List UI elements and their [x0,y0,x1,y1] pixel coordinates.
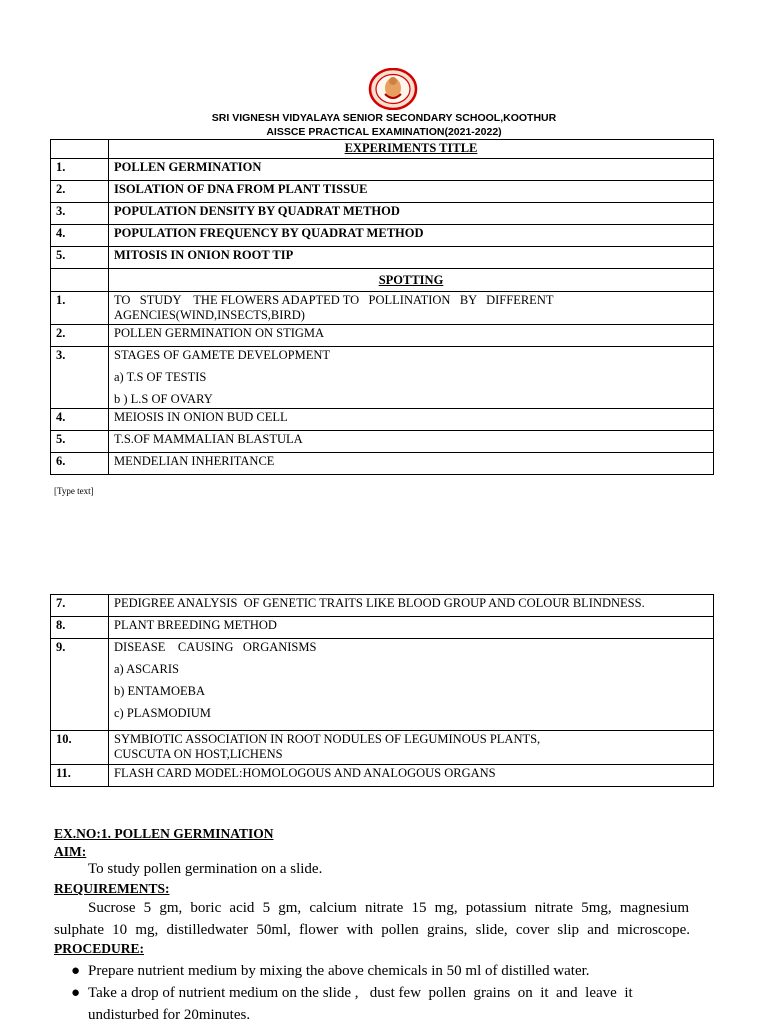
experiment-name: POPULATION DENSITY BY QUADRAT METHOD [109,203,714,225]
experiment-heading: EX.NO:1. POLLEN GERMINATION [54,826,274,841]
sub-item: b ) L.S OF OVARY [114,392,213,406]
row-number: 7. [51,595,109,617]
spotting-title: SPOTTING [109,269,714,292]
spotting-item-line: CUSCUTA ON HOST,LICHENS [114,747,283,761]
row-number: 6. [51,453,109,475]
sub-item: c) PLASMODIUM [114,706,211,720]
requirements-line: sulphate 10 mg, distilledwater 50ml, flower with pollen grains, slide, cover slip and microscope. [54,922,690,938]
procedure-step [54,982,726,1026]
experiment-name: MITOSIS IN ONION ROOT TIP [109,247,714,269]
spotting-item [109,731,714,765]
spotting-item-line: SYMBIOTIC ASSOCIATION IN ROOT NODULES OF LEGUMINOUS PLANTS, [114,732,541,746]
experiment-row [51,203,714,225]
exam-title: AISSCE PRACTICAL EXAMINATION(2021-2022) [266,126,502,138]
row-number: 1. [51,292,109,325]
sub-item: a) T.S OF TESTIS [114,370,207,384]
spotting-item [109,292,714,325]
row-number: 4. [51,225,109,247]
spotting-item-line: TO STUDY THE FLOWERS ADAPTED TO POLLINATION BY DIFFERENT [114,293,554,307]
row-number: 5. [51,247,109,269]
spotting-item-line: DISEASE CAUSING ORGANISMS [114,640,317,654]
procedure-step [54,960,726,982]
spotting-row [51,731,714,765]
spotting-item [109,347,714,409]
spotting-item: POLLEN GERMINATION ON STIGMA [109,325,714,347]
spotting-item-line: AGENCIES(WIND,INSECTS,BIRD) [114,308,305,322]
row-number: 1. [51,159,109,181]
spotting-row [51,639,714,731]
experiment-row [51,181,714,203]
procedure-label: PROCEDURE: [54,941,144,956]
spotting-row [51,765,714,787]
procedure-steps [54,960,726,1026]
row-number: 3. [51,203,109,225]
spotting-item: T.S.OF MAMMALIAN BLASTULA [109,431,714,453]
row-number: 4. [51,409,109,431]
spotting-item: PLANT BREEDING METHOD [109,617,714,639]
spotting-row [51,347,714,409]
spotting-row [51,431,714,453]
spotting-row [51,617,714,639]
spotting-item: MEIOSIS IN ONION BUD CELL [109,409,714,431]
spotting-table-continued [50,594,714,787]
experiments-table [50,139,714,475]
experiment-row [51,225,714,247]
school-name: SRI VIGNESH VIDYALAYA SENIOR SECONDARY SCHOOL,KOOTHUR [211,112,557,124]
sub-item: b) ENTAMOEBA [114,684,206,698]
row-number: 11. [51,765,109,787]
row-number: 2. [51,181,109,203]
type-text-placeholder: [Type text] [54,486,94,496]
spotting-item: FLASH CARD MODEL:HOMOLOGOUS AND ANALOGOUS ORGANS [109,765,714,787]
procedure-step-line: undisturbed for 20minutes. [88,1007,251,1023]
bullet-icon: ● [71,985,81,1001]
requirements-line: Sucrose 5 gm, boric acid 5 gm, calcium nitrate 15 mg, potassium nitrate 5mg, magnesium [88,900,689,916]
spotting-row [51,595,714,617]
bullet-icon: ● [71,963,81,979]
school-logo [368,68,418,110]
experiment-name: ISOLATION OF DNA FROM PLANT TISSUE [109,181,714,203]
experiment-row [51,247,714,269]
experiments-title: EXPERIMENTS TITLE [109,140,714,159]
experiment-name: POLLEN GERMINATION [109,159,714,181]
row-number: 3. [51,347,109,409]
experiment-row [51,159,714,181]
aim-text: To study pollen germination on a slide. [88,861,323,877]
procedure-step-line: Take a drop of nutrient medium on the slide , dust few pollen grains on it and leave it [88,985,633,1001]
experiment-name: POPULATION FREQUENCY BY QUADRAT METHOD [109,225,714,247]
requirements-label: REQUIREMENTS: [54,881,170,896]
aim-label: AIM: [54,844,87,859]
row-number: 10. [51,731,109,765]
spotting-item: PEDIGREE ANALYSIS OF GENETIC TRAITS LIKE BLOOD GROUP AND COLOUR BLINDNESS. [109,595,714,617]
row-number: 2. [51,325,109,347]
row-number: 9. [51,639,109,731]
table-header-row [51,140,714,159]
spotting-row [51,325,714,347]
spotting-header-row [51,269,714,292]
spotting-item [109,639,714,731]
spotting-item-line: STAGES OF GAMETE DEVELOPMENT [114,348,331,362]
procedure-step-line: Prepare nutrient medium by mixing the above chemicals in 50 ml of distilled water. [88,963,590,979]
row-number: 8. [51,617,109,639]
spotting-row [51,409,714,431]
row-number: 5. [51,431,109,453]
spotting-item: MENDELIAN INHERITANCE [109,453,714,475]
sub-item: a) ASCARIS [114,662,179,676]
spotting-row [51,453,714,475]
spotting-row [51,292,714,325]
